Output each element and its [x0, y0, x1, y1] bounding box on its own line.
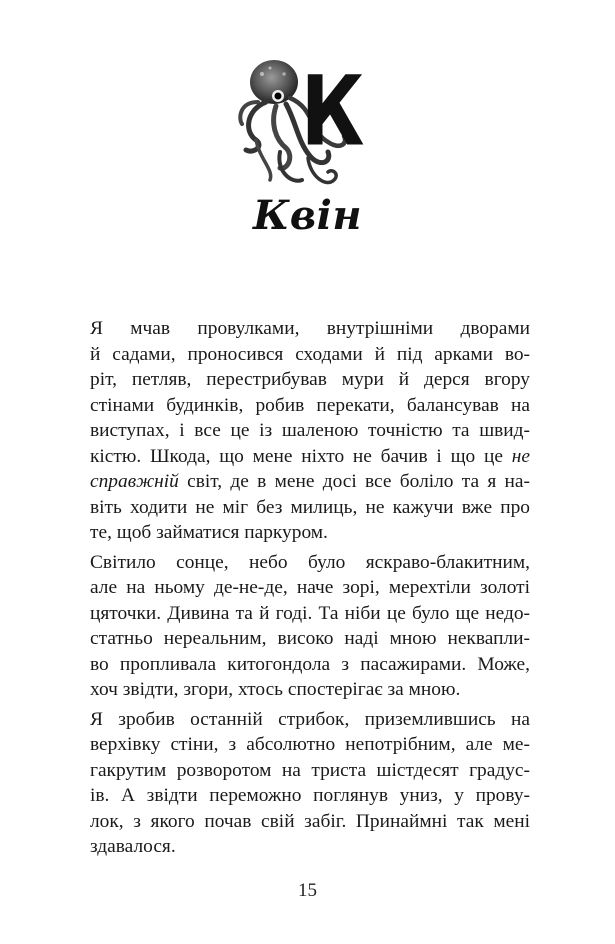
paragraph-3 [66, 707, 530, 860]
italic-text: справжній [90, 471, 179, 492]
paragraph-1 [66, 316, 530, 546]
text-line: те, щоб займатися паркуром. [90, 522, 328, 543]
text-line: ів. А звідти переможно поглянув униз, у прову- [90, 785, 530, 806]
initial-letter: К [300, 54, 365, 168]
text-line: лок, з якого почав свій забіг. Принаймні так мені [90, 810, 530, 832]
text-line [66, 469, 530, 495]
text-line: статньо нереальним, високо наді мною неквапли- [90, 628, 530, 649]
text-line: во пропливала китогондола з пасажирами. Може, [90, 653, 530, 675]
page-number: 15 [298, 880, 317, 901]
text-line: ріт, петляв, перестрибував мури й дерся вгору [90, 369, 530, 390]
text-line: Світило сонце, небо було яскраво-блакитним, [90, 551, 530, 573]
text-line: Я зробив останній стрибок, приземлившись на [90, 708, 530, 730]
italic-text: не [511, 445, 530, 467]
text-line: Я мчав провулками, внутрішніми дворами [90, 318, 530, 339]
text-line: цяточки. Дивина та й годі. Та ніби це було ще недо- [90, 602, 530, 624]
text-line: віть ходити не міг без милиць, не кажучи вже про [90, 496, 530, 518]
text-segment: кістю. Шкода, що мене ніхто не бачив і що це [90, 445, 512, 467]
body-text [66, 316, 530, 864]
chapter-title: Квін [252, 192, 362, 239]
text-line: виступах, і все це із шаленою точністю та швид- [90, 420, 530, 441]
paragraph-2 [66, 550, 530, 703]
text-line: гакрутим розворотом на триста шістдесят градус- [90, 759, 530, 781]
text-line: й садами, проносився сходами й під арками во- [90, 343, 530, 365]
octopus-letter-emblem [236, 52, 376, 200]
text-line: але на ньому де-не-де, наче зорі, мерехтіли золоті [90, 577, 530, 598]
text-segment: світ, де в мене досі все боліло та я на- [178, 471, 530, 492]
text-line: хоч звідти, згори, хтось спостерігає за мною. [90, 679, 461, 700]
text-line [66, 444, 530, 470]
text-line: здавалося. [90, 836, 176, 857]
text-line: стінами будинків, робив перекати, балансував на [90, 394, 530, 416]
text-line: верхівку стіни, з абсолютно непотрібним, але ме- [90, 734, 530, 755]
